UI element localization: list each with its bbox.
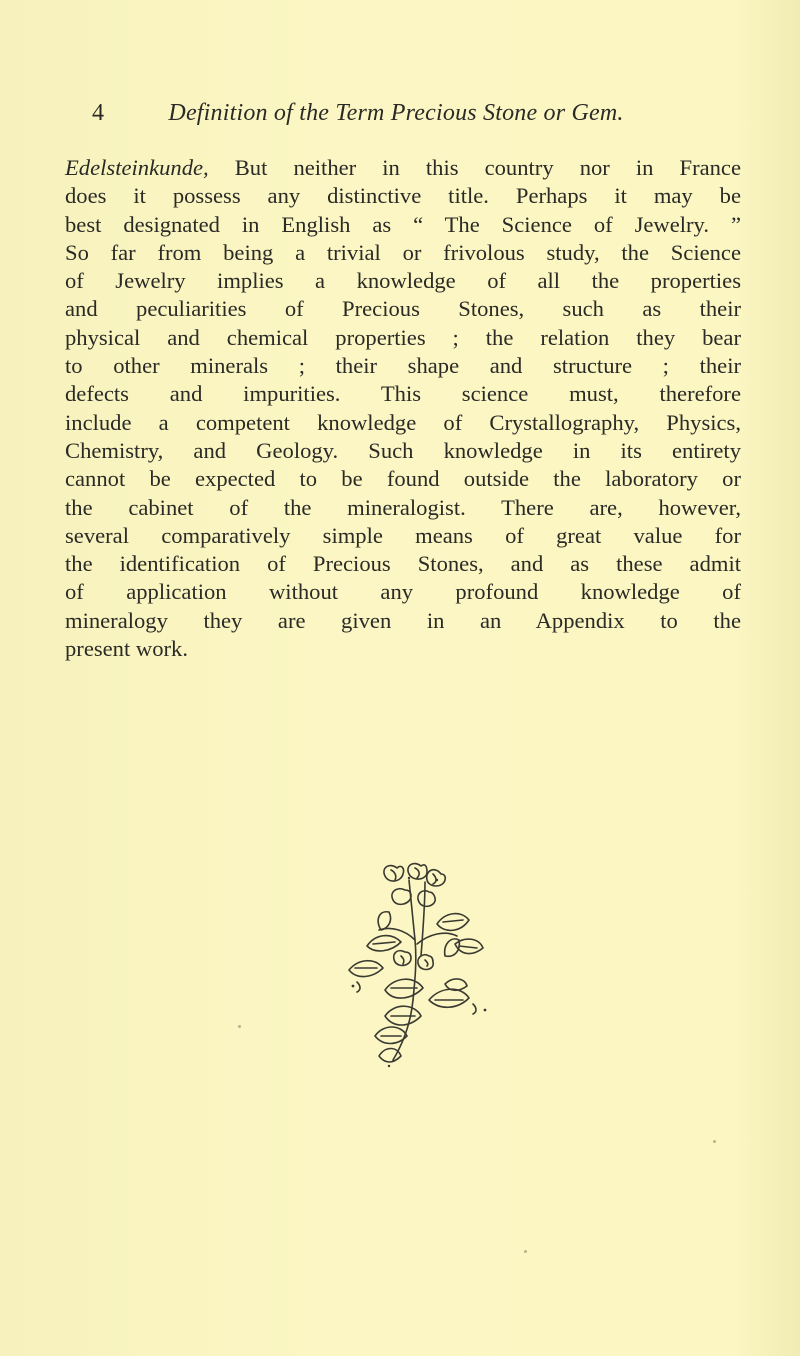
text-line-5: of Jewelry implies a knowledge of all the properties	[65, 268, 741, 294]
text-line-1	[65, 154, 741, 182]
paper-speck	[524, 1250, 527, 1253]
text-line-18: present work.	[65, 636, 188, 662]
paper-speck	[238, 1025, 241, 1028]
text-line-2: does it possess any distinctive title. Perhaps it may be	[65, 183, 741, 209]
text-line-13: the cabinet of the mineralogist. There are, however,	[65, 494, 741, 520]
text-line-12: cannot be expected to be found outside the laboratory or	[65, 466, 741, 492]
lead-word: Edelsteinkunde,	[65, 155, 209, 180]
text-line-15: the identification of Precious Stones, and as these admit	[65, 551, 741, 577]
text-line-7: physical and chemical properties ; the relation they bear	[65, 324, 741, 350]
text-line-10: include a competent knowledge of Crystallography, Physics,	[65, 409, 741, 435]
text-line-11: Chemistry, and Geology. Such knowledge in its entirety	[65, 437, 741, 463]
text-line-1-rest: But neither in this country nor in France	[208, 155, 741, 180]
text-line-17: mineralogy they are given in an Appendix to the	[65, 607, 741, 633]
paper-speck	[713, 1140, 716, 1143]
text-line-9: defects and impurities. This science must, therefore	[65, 381, 741, 407]
text-line-6: and peculiarities of Precious Stones, such as their	[65, 296, 741, 322]
text-line-3: best designated in English as “ The Science of Jewelry. ”	[65, 211, 741, 237]
running-title: Definition of the Term Precious Stone or Gem.	[168, 100, 624, 126]
floral-tailpiece-icon	[345, 860, 495, 1080]
text-line-14: several comparatively simple means of great value for	[65, 522, 741, 548]
text-line-4: So far from being a trivial or frivolous study, the Science	[65, 239, 741, 265]
text-line-16: of application without any profound knowledge of	[65, 579, 741, 605]
page-number: 4	[92, 100, 104, 126]
running-header	[92, 100, 732, 140]
text-line-8: to other minerals ; their shape and structure ; their	[65, 353, 741, 379]
body-paragraph	[65, 154, 741, 663]
